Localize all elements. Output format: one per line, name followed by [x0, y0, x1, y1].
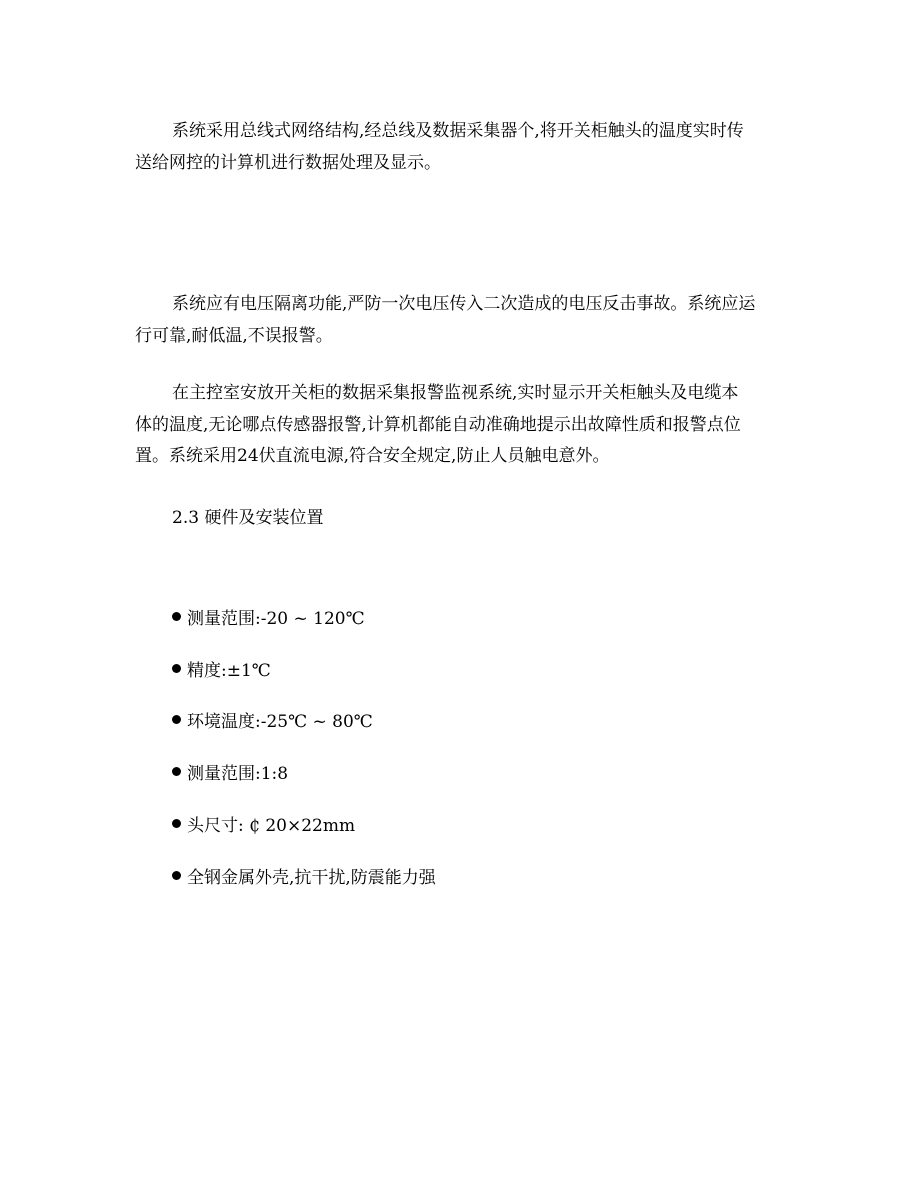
paragraph-line: 置。系统采用24伏直流电源,符合安全规定,防止人员触电意外。: [135, 446, 610, 466]
spec-bullet-item: [172, 656, 436, 680]
bullet-dot-icon: [172, 664, 181, 673]
spec-bullet-text: 精度:±1℃: [187, 660, 271, 681]
spec-bullet-text: 环境温度:-25℃ ~ 80℃: [187, 711, 373, 732]
bullet-dot-icon: [172, 871, 181, 880]
spec-bullet-text: 测量范围:1:8: [187, 763, 289, 784]
paragraph-line: 系统应有电压隔离功能,严防一次电压传入二次造成的电压反击事故。系统应运: [172, 294, 756, 314]
spec-bullet-item: [172, 604, 436, 628]
paragraph-line: 在主控室安放开关柜的数据采集报警监视系统,实时显示开关柜触头及电缆本: [172, 383, 739, 403]
paragraph-line: 系统采用总线式网络结构,经总线及数据采集器个,将开关柜触头的温度实时传: [172, 121, 744, 141]
section-heading: 2.3 硬件及安装位置: [172, 508, 324, 528]
bullet-dot-icon: [172, 612, 181, 621]
spec-bullet-text: 测量范围:-20 ~ 120℃: [187, 608, 365, 629]
paragraph-line: 行可靠,耐低温,不误报警。: [135, 325, 333, 346]
spec-bullet-item: [172, 863, 436, 887]
paragraph-line: 体的温度,无论哪点传感器报警,计算机都能自动准确地提示出故障性质和报警点位: [135, 414, 741, 435]
bullet-dot-icon: [172, 715, 181, 724]
spec-bullet-item: [172, 707, 436, 731]
bullet-dot-icon: [172, 767, 181, 776]
paragraph-monitoring-system: [135, 378, 782, 473]
spec-bullet-text: 全钢金属外壳,抗干扰,防震能力强: [187, 867, 436, 888]
paragraph-line: 送给网控的计算机进行数据处理及显示。: [135, 152, 441, 173]
paragraph-bus-structure: [135, 116, 782, 179]
spec-bullet-item: [172, 759, 436, 783]
spec-bullet-item: [172, 811, 436, 835]
bullet-dot-icon: [172, 819, 181, 828]
paragraph-voltage-isolation: [135, 289, 782, 352]
spec-bullet-list: [172, 604, 436, 887]
spec-bullet-text: 头尺寸: ₵ 20×22mm: [187, 815, 356, 836]
